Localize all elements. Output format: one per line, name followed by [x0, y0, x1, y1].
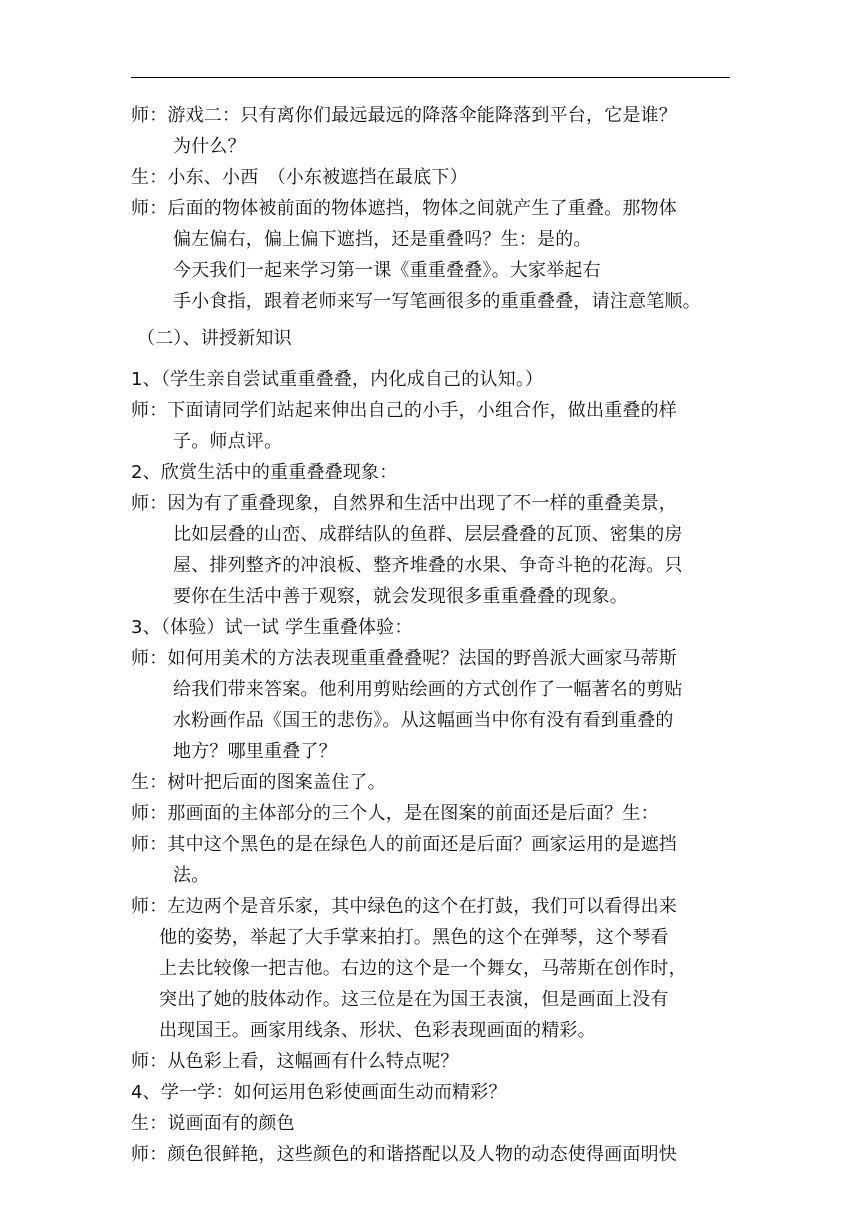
text-line: 3、（体验）试一试 学生重叠体验：: [131, 617, 413, 638]
text-line: 偏左偏右，偏上偏下遮挡，还是重叠吗？生：是的。: [173, 229, 592, 250]
text-line: 生：小东、小西 （小东被遮挡在最底下）: [131, 167, 468, 188]
text-line: 师：因为有了重叠现象，自然界和生活中出现了不一样的重叠美景，: [131, 493, 677, 514]
text-line: 师：从色彩上看，这幅画有什么特点呢？: [131, 1051, 459, 1072]
text-line: 地方？哪里重叠了？: [173, 741, 337, 762]
text-line: 师：颜色很鲜艳，这些颜色的和谐搭配以及人物的动态使得画面明快: [131, 1144, 677, 1165]
text-line: 4、学一学：如何运用色彩使画面生动而精彩？: [131, 1082, 507, 1103]
text-line: 出现国王。画家用线条、形状、色彩表现画面的精彩。: [159, 1020, 596, 1041]
text-line: 师：其中这个黑色的是在绿色人的前面还是后面？画家运用的是遮挡: [131, 834, 677, 855]
text-line: 上去比较像一把吉他。右边的这个是一个舞女，马蒂斯在创作时，: [159, 958, 687, 979]
text-line: 师：下面请同学们站起来伸出自己的小手，小组合作，做出重叠的样: [131, 400, 677, 421]
text-line: 2、欣赏生活中的重重叠叠现象：: [131, 462, 398, 483]
text-line: 1、（学生亲自尝试重重叠叠，内化成自己的认知。）: [131, 369, 544, 390]
text-line: 生：说画面有的颜色: [131, 1113, 295, 1134]
text-line: 师：左边两个是音乐家，其中绿色的这个在打鼓，我们可以看得出来: [131, 896, 677, 917]
text-line: 今天我们一起来学习第一课《重重叠叠》。大家举起右: [173, 260, 601, 281]
document-body: [131, 100, 731, 1170]
text-line: 比如层叠的山峦、成群结队的鱼群、层层叠叠的瓦顶、密集的房: [173, 524, 683, 545]
header-rule: [131, 77, 730, 78]
text-line: 水粉画作品《国王的悲伤》。从这幅画当中你有没有看到重叠的: [173, 710, 674, 731]
text-line: 师：后面的物体被前面的物体遮挡，物体之间就产生了重叠。那物体: [131, 198, 677, 219]
text-line: 手小食指，跟着老师来写一写笔画很多的重重叠叠，请注意笔顺。: [173, 291, 701, 312]
text-line: 法。: [173, 865, 210, 886]
text-line: 要你在生活中善于观察，就会发现很多重重叠叠的现象。: [173, 586, 628, 607]
text-line: 子。师点评。: [173, 431, 283, 452]
text-line: 为什么？: [173, 136, 246, 157]
section-heading: （二）、讲授新知识: [137, 328, 292, 349]
text-line: 他的姿势，举起了大手掌来拍打。黑色的这个在弹琴，这个琴看: [159, 927, 669, 948]
text-line: 师：游戏二：只有离你们最远最远的降落伞能降落到平台，它是谁？: [131, 105, 677, 126]
text-line: 突出了她的肢体动作。这三位是在为国王表演，但是画面上没有: [159, 989, 669, 1010]
text-line: 师：如何用美术的方法表现重重叠叠呢？法国的野兽派大画家马蒂斯: [131, 648, 677, 669]
text-line: 屋、排列整齐的冲浪板、整齐堆叠的水果、争奇斗艳的花海。只: [173, 555, 683, 576]
text-line: 给我们带来答案。他利用剪贴绘画的方式创作了一幅著名的剪贴: [173, 679, 683, 700]
text-line: 师：那画面的主体部分的三个人，是在图案的前面还是后面？生：: [131, 803, 659, 824]
text-line: 生：树叶把后面的图案盖住了。: [131, 772, 386, 793]
